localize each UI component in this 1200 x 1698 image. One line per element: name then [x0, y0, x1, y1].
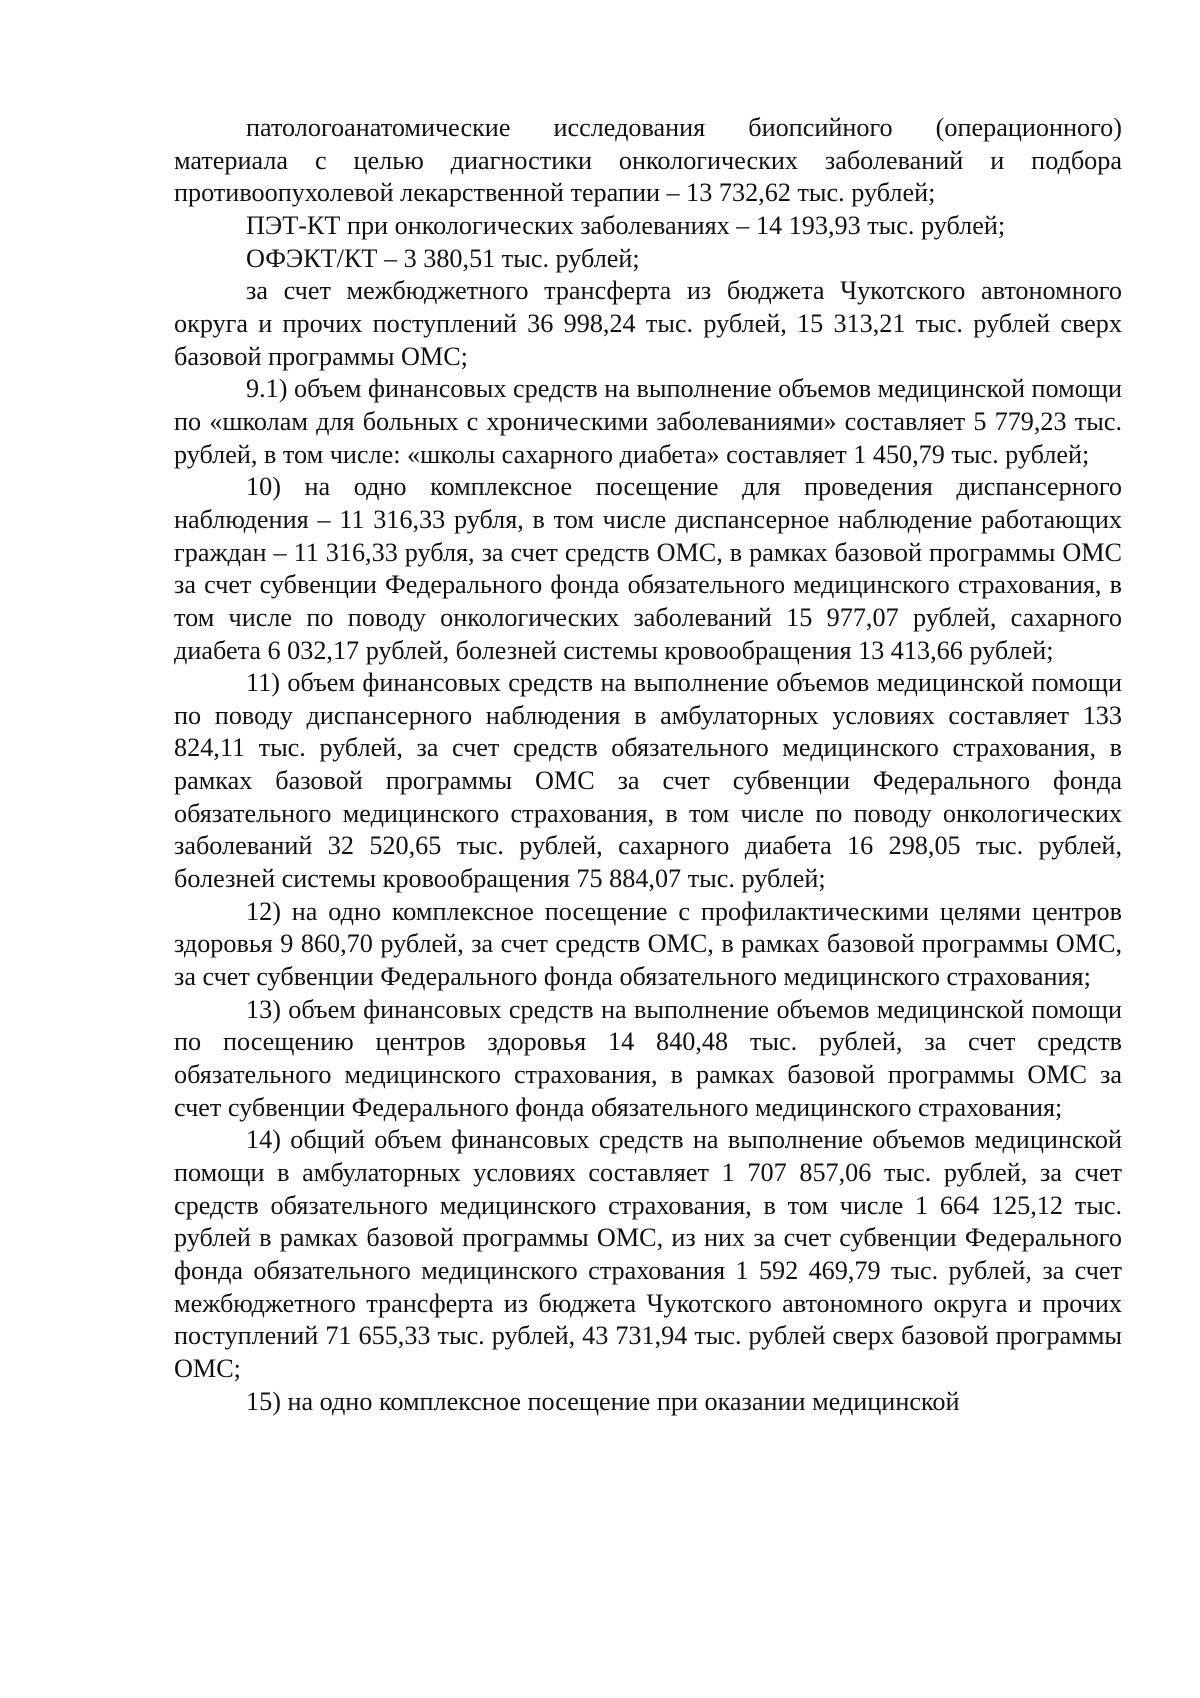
document-body — [174, 112, 1122, 1418]
paragraph-item-13: 13) объем финансовых средств на выполнение объемов медицинской помощи по посещению центров здоровья 14 840,48 тыс. рублей, за счет средств обязательного медицинского страхования, в рамках базовой программы ОМС за счет субвенции Федерального фонда обязательного медицинского страхования; — [174, 994, 1122, 1122]
paragraph-item-10: 10) на одно комплексное посещение для проведения диспансерного наблюдения – 11 316,33 рубля, в том числе диспансерное наблюдение работающих граждан – 11 316,33 рубля, за счет средств ОМС, в рамках базовой программы ОМС за счет субвенции Федерального фонда обязательного медицинского страхования, в том числе по поводу онкологических заболеваний 15 977,07 рублей, сахарного диабета 6 032,17 рублей, болезней системы кровообращения 13 413,66 рублей; — [174, 472, 1122, 665]
paragraph-item-15: 15) на одно комплексное посещение при оказании медицинской — [246, 1386, 960, 1416]
paragraph-item-9-1: 9.1) объем финансовых средств на выполнение объемов медицинской помощи по «школам для больных с хроническими заболеваниями» составляет 5 779,23 тыс. рублей, в том числе: «школы сахарного диабета» составляет 1 450,79 тыс. рублей; — [174, 374, 1122, 469]
paragraph-interbudget-transfer: за счет межбюджетного трансферта из бюджета Чукотского автономного округа и прочих поступлений 36 998,24 тыс. рублей, 15 313,21 тыс. рублей сверх базовой программы ОМС; — [174, 276, 1122, 371]
paragraph-item-11: 11) объем финансовых средств на выполнение объемов медицинской помощи по поводу диспансерного наблюдения в амбулаторных условиях составляет 133 824,11 тыс. рублей, за счет средств обязательного медицинского страхования, в рамках базовой программы ОМС за счет субвенции Федерального фонда обязательного медицинского страхования, в том числе по поводу онкологических заболеваний 32 520,65 тыс. рублей, сахарного диабета 16 298,05 тыс. рублей, болезней системы кровообращения 75 884,07 тыс. рублей; — [174, 668, 1122, 894]
paragraph-item-12: 12) на одно комплексное посещение с профилактическими целями центров здоровья 9 860,70 рублей, за счет средств ОМС, в рамках базовой программы ОМС, за счет субвенции Федерального фонда обязательного медицинского страхования; — [174, 896, 1122, 992]
paragraph-pet-ct: ПЭТ-КТ при онкологических заболеваниях – 14 193,93 тыс. рублей; — [246, 210, 1006, 240]
paragraph-pathology-studies: патологоанатомические исследования биопсийного (операционного) материала с целью диагностики онкологических заболеваний и подбора противоопухолевой лекарственной терапии – 13 732,62 тыс. рублей; — [174, 113, 1122, 208]
paragraph-item-14: 14) общий объем финансовых средств на выполнение объемов медицинской помощи в амбулаторных условиях составляет 1 707 857,06 тыс. рублей, за счет средств обязательного медицинского страхования, в том числе 1 664 125,12 тыс. рублей в рамках базовой программы ОМС, из них за счет субвенции Федерального фонда обязательного медицинского страхования 1 592 469,79 тыс. рублей, за счет межбюджетного трансферта из бюджета Чукотского автономного округа и прочих поступлений 71 655,33 тыс. рублей, 43 731,94 тыс. рублей сверх базовой программы ОМС; — [174, 1125, 1122, 1383]
paragraph-ofekt-kt: ОФЭКТ/КТ – 3 380,51 тыс. рублей; — [246, 243, 640, 273]
